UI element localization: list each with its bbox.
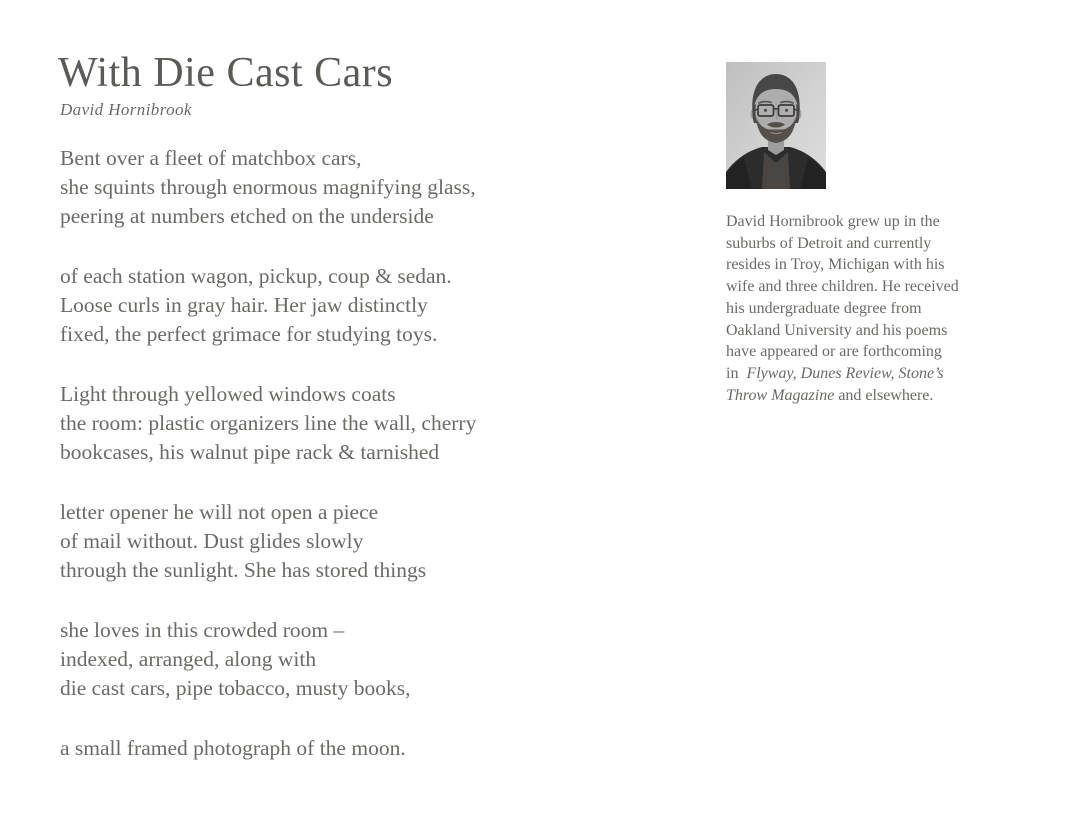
stanza-5 bbox=[60, 616, 476, 703]
stanza-1 bbox=[60, 144, 476, 231]
poem-line: a small framed photograph of the moon. bbox=[60, 736, 406, 760]
poem-line: she loves in this crowded room – bbox=[60, 618, 345, 642]
poem-line: of mail without. Dust glides slowly bbox=[60, 529, 364, 553]
bio-journal-titles: Throw Magazine bbox=[726, 386, 835, 404]
poem-line: of each station wagon, pickup, coup & sedan. bbox=[60, 264, 452, 288]
bio-line: his undergraduate degree from bbox=[726, 299, 922, 317]
poem-line: die cast cars, pipe tobacco, musty books, bbox=[60, 676, 411, 700]
author-portrait-illustration bbox=[726, 62, 826, 189]
poem-line: through the sunlight. She has stored things bbox=[60, 558, 427, 582]
poem-line: peering at numbers etched on the underside bbox=[60, 204, 434, 228]
poem-line: she squints through enormous magnifying glass, bbox=[60, 175, 476, 199]
author-photo bbox=[726, 62, 826, 189]
author-bio bbox=[726, 211, 1016, 406]
poem-line: bookcases, his walnut pipe rack & tarnished bbox=[60, 440, 440, 464]
poem-title: With Die Cast Cars bbox=[58, 50, 394, 96]
poem-line: Bent over a fleet of matchbox cars, bbox=[60, 146, 362, 170]
bio-line: suburbs of Detroit and currently bbox=[726, 234, 932, 252]
bio-line: have appeared or are forthcoming bbox=[726, 343, 942, 361]
bio-line: wife and three children. He received bbox=[726, 278, 959, 296]
poem-line: Light through yellowed windows coats bbox=[60, 382, 396, 406]
bio-line: David Hornibrook grew up in the bbox=[726, 213, 940, 230]
stanza-2 bbox=[60, 262, 476, 349]
bio-journal-titles: Flyway, Dunes Review, Stone’s bbox=[746, 364, 944, 382]
poem-author: David Hornibrook bbox=[60, 100, 192, 119]
bio-line: Oakland University and his poems bbox=[726, 321, 948, 339]
poem-line: fixed, the perfect grimace for studying toys. bbox=[60, 322, 438, 346]
poem-line: Loose curls in gray hair. Her jaw distinctly bbox=[60, 293, 428, 317]
stanza-3 bbox=[60, 380, 476, 467]
poem-line: letter opener he will not open a piece bbox=[60, 500, 379, 524]
poem-line: the room: plastic organizers line the wall, cherry bbox=[60, 411, 477, 435]
bio-line: resides in Troy, Michigan with his bbox=[726, 256, 945, 274]
poem-line: indexed, arranged, along with bbox=[60, 647, 317, 671]
stanza-4 bbox=[60, 498, 476, 585]
bio-line: in Flyway, Dunes Review, Stone’s bbox=[726, 364, 944, 382]
poem-body bbox=[60, 144, 476, 794]
stanza-6 bbox=[60, 734, 476, 763]
bio-line: Throw Magazine and elsewhere. bbox=[726, 386, 934, 404]
